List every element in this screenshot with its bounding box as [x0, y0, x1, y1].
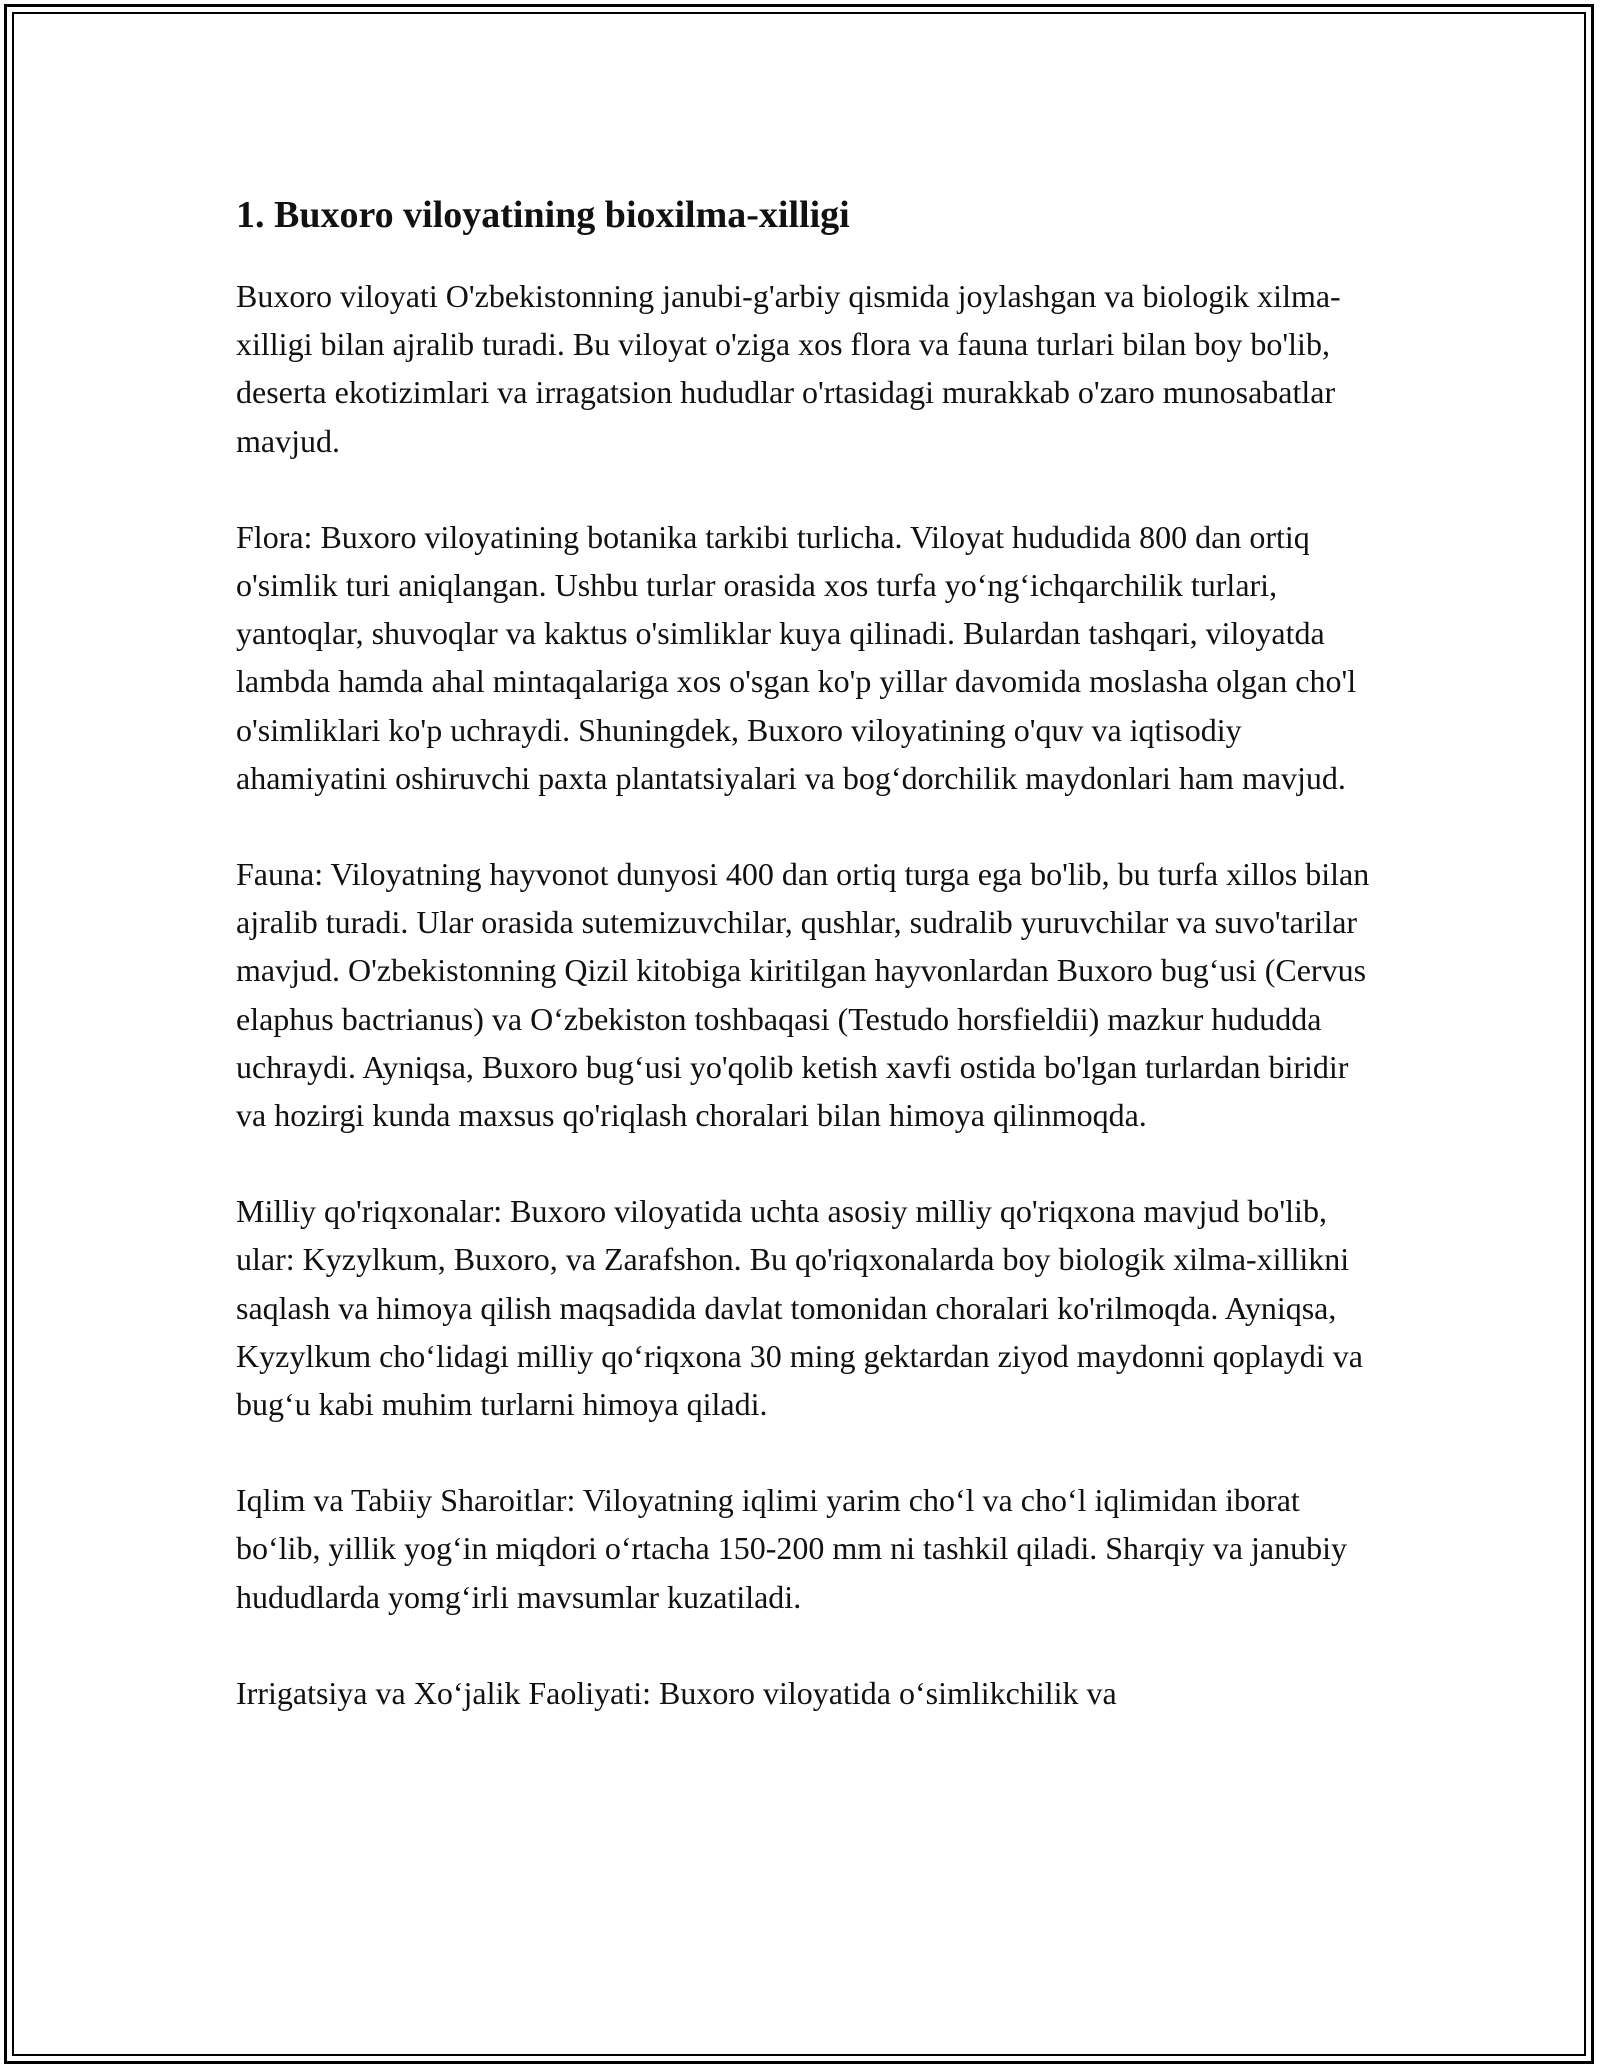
paragraph-fauna: Fauna: Viloyatning hayvonot dunyosi 400 dan ortiq turga ega bo'lib, bu turfa xillos bilan ajralib turadi. Ular orasida sutemizuvchilar, qushlar, sudralib yuruvchilar va suvo'tarilar mavjud. O'zbekistonning Qizil kitobiga kiritilgan hayvonlardan Buxoro bug‘usi (Cervus elaphus bactrianus) va O‘zbekiston toshbaqasi (Testudo horsfieldii) mazkur hududda uchraydi. Ayniqsa, Buxoro bug‘usi yo'qolib ketish xavfi ostida bo'lgan turlardan biridir va hozirgi kunda maxsus qo'riqlash choralari bilan himoya qilinmoqda.: [236, 856, 1370, 1134]
document-page: [236, 188, 1376, 1717]
paragraph-flora: Flora: Buxoro viloyatining botanika tarkibi turlicha. Viloyat hududida 800 dan ortiq o'simlik turi aniqlangan. Ushbu turlar orasida xos turfa yo‘ng‘ichqarchilik turlari, yantoqlar, shuvoqlar va kaktus o'simliklar kuya qilinadi. Bulardan tashqari, viloyatda lambda hamda ahal mintaqalariga xos o'sgan ko'p yillar davomida moslasha olgan cho'l o'simliklari ko'p uchraydi. Shuningdek, Buxoro viloyatining o'quv va iqtisodiy ahamiyatini oshiruvchi paxta plantatsiyalari va bog‘dorchilik maydonlari ham mavjud.: [236, 518, 1357, 796]
paragraph-reserves: Milliy qo'riqxonalar: Buxoro viloyatida uchta asosiy milliy qo'riqxona mavjud bo'lib, ular: Kyzylkum, Buxoro, va Zarafshon. Bu qo'riqxonalarda boy biologik xilma-xillikni saqlash va himoya qilish maqsadida davlat tomonidan choralari ko'rilmoqda. Ayniqsa, Kyzylkum cho‘lidagi milliy qo‘riqxona 30 ming gektardan ziyod maydonni qoplaydi va bug‘u kabi muhim turlarni himoya qiladi.: [236, 1193, 1363, 1423]
paragraph-intro: Buxoro viloyati O'zbekistonning janubi-g'arbiy qismida joylashgan va biologik xilma-xilligi bilan ajralib turadi. Bu viloyat o'ziga xos flora va fauna turlari bilan boy bo'lib, deserta ekotizimlari va irragatsion hududlar o'rtasidagi murakkab o'zaro munosabatlar mavjud.: [236, 278, 1341, 459]
section-heading: 1. Buxoro viloyatining bioxilma-xilligi: [236, 194, 850, 236]
paragraph-irrigation: Irrigatsiya va Xo‘jalik Faoliyati: Buxoro viloyatida o‘simlikchilik va: [236, 1674, 1117, 1711]
paragraph-climate: Iqlim va Tabiiy Sharoitlar: Viloyatning iqlimi yarim cho‘l va cho‘l iqlimidan iborat bo‘lib, yillik yog‘in miqdori o‘rtacha 150-200 mm ni tashkil qiladi. Sharqiy va janubiy hududlarda yomg‘irli mavsumlar kuzatiladi.: [236, 1482, 1347, 1615]
document-body: [236, 272, 1376, 1717]
